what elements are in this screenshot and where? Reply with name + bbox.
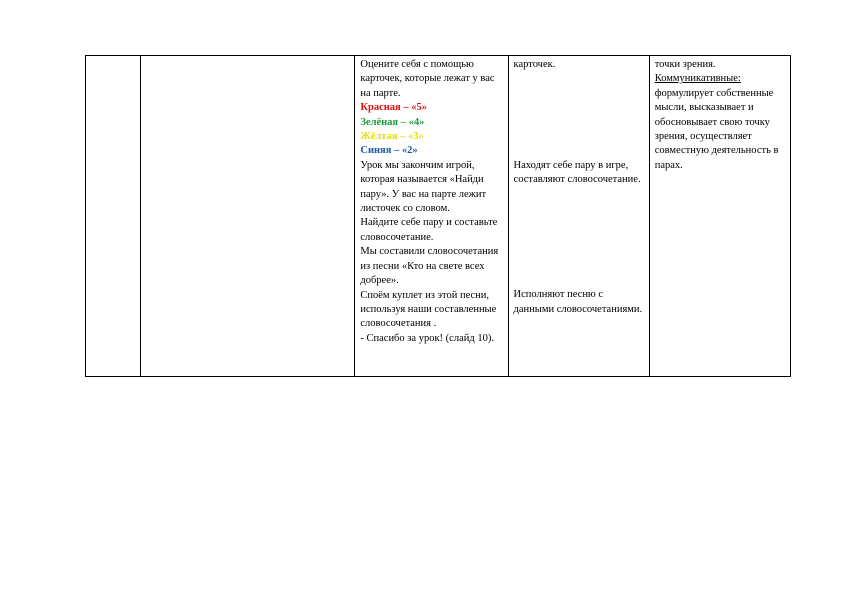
grade-yellow: Жёлтая – «3»	[360, 131, 424, 143]
sing-text: Споём куплет из этой песни, используя наши составленные словосочетания .	[360, 289, 497, 330]
table-row	[86, 56, 791, 377]
lesson-table	[85, 55, 791, 377]
uud-text-1: точки зрения.	[654, 59, 716, 70]
grade-blue: Синяя – «2»	[360, 145, 418, 157]
student-text-1: карточек.	[513, 59, 556, 70]
task-text: Найдите себе пару и составьте словосочетание.	[360, 217, 498, 243]
uud-text-2: формулирует собственные мысли, высказывает и обосновывает свою точку зрения, осуществляет совместную деятельность в парах.	[654, 87, 779, 171]
student-text-3: Исполняют песню с данными словосочетаниями.	[513, 289, 643, 315]
goal-cell	[141, 56, 355, 377]
stage-cell	[86, 56, 141, 377]
game-text: Урок мы закончим игрой, которая называется «Найди пару». У вас на парте лежит листочек со словом.	[360, 159, 487, 215]
grade-red: Красная – «5»	[360, 102, 427, 114]
student-text-2: Находят себе пару в игре, составляют словосочетание.	[513, 159, 641, 186]
uud-heading: Коммуникативные:	[654, 73, 741, 85]
uud-cell	[649, 56, 790, 377]
teacher-activity-cell	[355, 56, 508, 377]
student-activity-cell	[508, 56, 649, 377]
thanks-text: - Спасибо за урок! (слайд 10).	[360, 332, 494, 344]
grade-green: Зелёная – «4»	[360, 116, 425, 128]
self-assessment-text: Оцените себя с помощью карточек, которые лежат у вас на парте.	[360, 59, 495, 99]
song-text: Мы составили словосочетания из песни «Кто на свете всех добрее».	[360, 246, 499, 287]
